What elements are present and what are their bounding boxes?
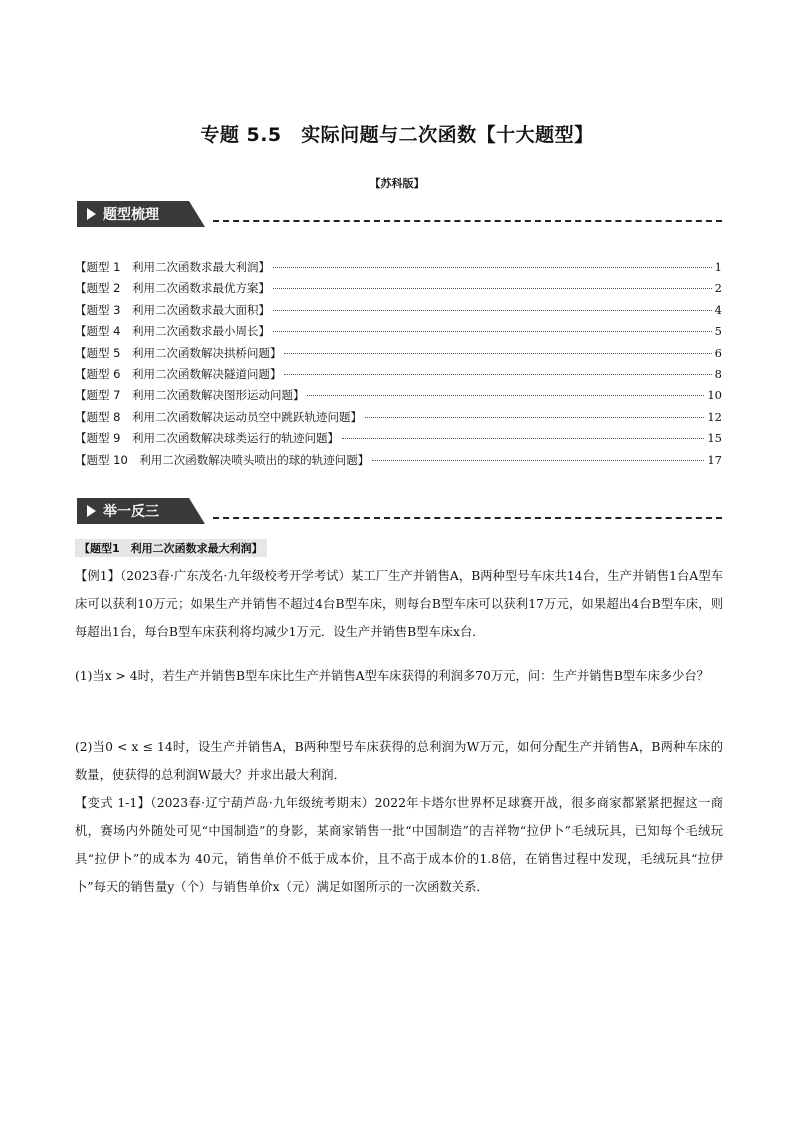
toc-leader-dots <box>273 310 712 311</box>
toc-item[interactable] <box>75 323 722 344</box>
toc-item-label: 【题型 4 利用二次函数求最小周长】 <box>75 324 270 339</box>
toc-item[interactable] <box>75 452 722 473</box>
toc-leader-dots <box>273 267 712 268</box>
table-of-contents <box>75 259 722 473</box>
toc-item-page: 8 <box>714 366 722 381</box>
toc-item-page: 1 <box>714 260 722 274</box>
toc-item-page: 10 <box>707 388 722 403</box>
toc-item-label: 【题型 2 利用二次函数求最优方案】 <box>75 281 270 296</box>
toc-item-page: 2 <box>714 281 722 296</box>
question-1-text <box>75 662 723 690</box>
toc-item-page: 6 <box>714 345 722 360</box>
toc-item[interactable] <box>75 280 722 301</box>
banner-tab <box>77 498 205 524</box>
banner-title: 举一反三 <box>103 504 159 520</box>
toc-leader-dots <box>365 417 704 418</box>
toc-leader-dots <box>342 438 704 439</box>
toc-item-label: 【题型 10 利用二次函数解决喷头喷出的球的轨迹问题】 <box>75 452 370 467</box>
toc-item-page: 4 <box>714 302 722 317</box>
question-1-paragraph: (1)当x > 4时，若生产并销售B型车床比生产并销售A型车床获得的利润多70万元，问：生产并销售B型车床多少台？ <box>75 669 709 683</box>
banner-title: 题型梳理 <box>103 207 159 223</box>
toc-leader-dots <box>372 460 704 461</box>
toc-item-page: 5 <box>714 324 722 339</box>
toc-item-label: 【题型 3 利用二次函数求最大面积】 <box>75 302 270 317</box>
toc-item-page: 15 <box>707 431 722 446</box>
toc-item-label: 【题型 9 利用二次函数解决球类运行的轨迹问题】 <box>75 431 339 446</box>
section-banner-topics <box>77 201 722 227</box>
example-1-text <box>75 562 723 646</box>
section-banner-practice <box>77 498 722 524</box>
toc-item[interactable] <box>75 387 722 408</box>
toc-item[interactable] <box>75 366 722 387</box>
toc-item-label: 【题型 5 利用二次函数解决拱桥问题】 <box>75 345 282 360</box>
toc-leader-dots <box>273 288 712 289</box>
question-2-paragraph: (2)当0 < x ≤ 14时，设生产并销售A，B两种型号车床获得的总利润为W万元，如何分配生产并销售A，B两种车床的数量，使获得的总利润W最大？并求出最大利润． <box>75 740 723 782</box>
section-label-topic-1: 【题型1 利用二次函数求最大利润】 <box>75 539 267 557</box>
banner-dashed-rule <box>213 220 722 222</box>
toc-item-label: 【题型 6 利用二次函数解决隧道问题】 <box>75 366 282 381</box>
toc-item-page: 17 <box>707 452 722 467</box>
toc-item-label: 【题型 1 利用二次函数求最大利润】 <box>75 260 270 274</box>
variant-1-1-text <box>75 789 723 901</box>
toc-item[interactable] <box>75 302 722 323</box>
toc-leader-dots <box>284 374 711 375</box>
banner-tab <box>77 201 205 227</box>
question-2-text <box>75 733 723 789</box>
toc-item-page: 12 <box>707 409 722 424</box>
toc-item[interactable] <box>75 259 722 280</box>
toc-leader-dots <box>273 331 712 332</box>
toc-leader-dots <box>284 353 711 354</box>
page-title: 专题 5.5 实际问题与二次函数【十大题型】 <box>200 124 594 146</box>
toc-item[interactable] <box>75 409 722 430</box>
variant-1-1-paragraph: 【变式 1-1】（2023春·辽宁葫芦岛·九年级统考期末）2022年卡塔尔世界杯足球赛开战，很多商家都紧紧把握这一商机，赛场内外随处可见“中国制造”的身影，某商家销售一批“中国制造”的吉祥物“拉伊卜”毛绒玩具，已知每个毛绒玩具“拉伊卜”的成本为 40元，销售单价不低于成本价，且不高于成本价的1.8倍，在销售过程中发现，毛绒玩具“拉伊卜”每天的销售量y（个）与销售单价x（元）满足如图所示的一次函数关系． <box>75 796 723 894</box>
toc-leader-dots <box>307 395 704 396</box>
toc-item-label: 【题型 7 利用二次函数解决图形运动问题】 <box>75 388 305 403</box>
example-1-paragraph: 【例1】（2023春·广东茂名·九年级校考开学考试）某工厂生产并销售A，B两种型号车床共14台，生产并销售1台A型车床可以获利10万元；如果生产并销售不超过4台B型车床，则每台B型车床可以获利17万元，如果超出4台B型车床，则每超出1台，每台B型车床获利将均减少1万元．设生产并销售B型车床x台． <box>75 569 723 639</box>
banner-dashed-rule <box>213 517 722 519</box>
toc-item[interactable] <box>75 345 722 366</box>
toc-item[interactable] <box>75 430 722 451</box>
edition-label: 【苏科版】 <box>369 177 425 190</box>
toc-item-label: 【题型 8 利用二次函数解决运动员空中跳跃轨迹问题】 <box>75 409 362 424</box>
